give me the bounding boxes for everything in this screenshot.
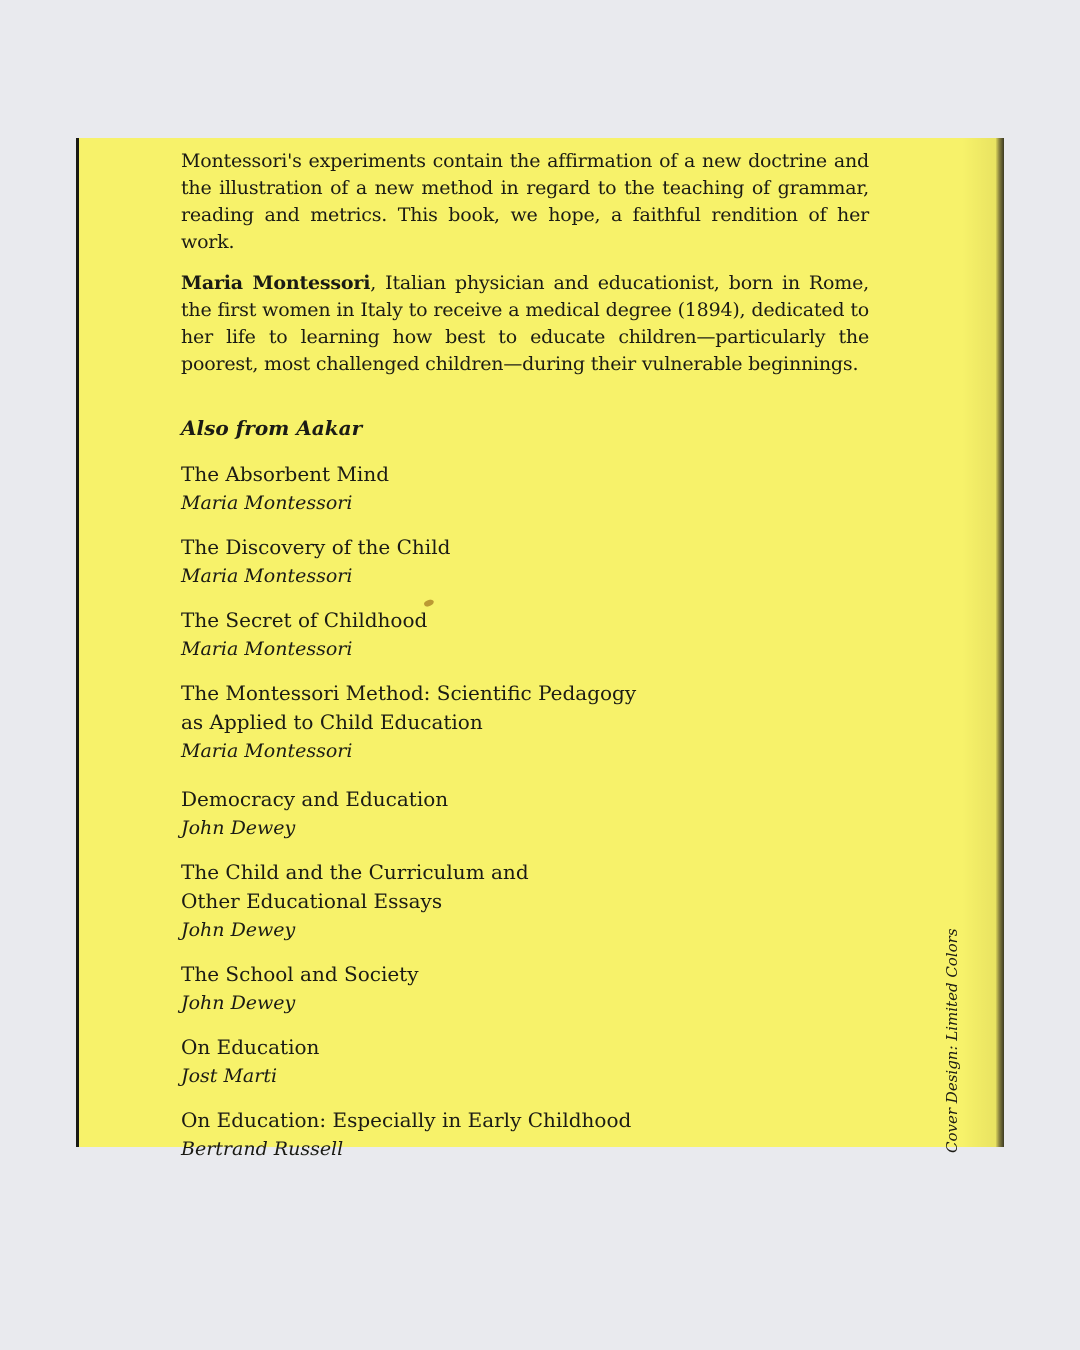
book-list xyxy=(181,460,869,1164)
list-item xyxy=(181,960,869,1018)
intro-paragraph: Montessori's experiments contain the affirmation of a new doctrine and the illustration of a new method in regard to the teaching of grammar, reading and metrics. This book, we hope, a faithful rendition of her work. xyxy=(181,150,869,253)
book-title: The Montessori Method: Scientific Pedagogy as Applied to Child Education xyxy=(181,681,637,734)
book-title: On Education: Especially in Early Childhood xyxy=(181,1108,632,1132)
book-title: On Education xyxy=(181,1035,320,1059)
author-bio xyxy=(181,270,869,378)
cover-design-credit-text: Cover Design: Limited Colors xyxy=(943,928,961,1153)
book-title: The Discovery of the Child xyxy=(181,535,451,559)
author-bio-name: Maria Montessori xyxy=(181,272,371,294)
list-item xyxy=(181,1106,869,1164)
book-author: Maria Montessori xyxy=(181,492,353,514)
list-item xyxy=(181,1033,869,1091)
book-author: Maria Montessori xyxy=(181,565,353,587)
book-author: Maria Montessori xyxy=(181,638,353,660)
list-item xyxy=(181,533,869,591)
book-title: The Child and the Curriculum and Other Educational Essays xyxy=(181,860,529,913)
book-author: Jost Marti xyxy=(181,1065,278,1087)
author-bio-text: , Italian physician and educationist, born in Rome, the first women in Italy to receive a medical degree (1894), dedicated to her life to learning how best to educate children—particularly the poorest, most challenged children—during their vulnerable beginnings. xyxy=(181,272,869,375)
spine-shadow xyxy=(996,138,1004,1147)
cover-text xyxy=(181,148,869,1179)
book-title: The School and Society xyxy=(181,962,419,986)
book-author: John Dewey xyxy=(181,817,296,839)
book-author: John Dewey xyxy=(181,992,296,1014)
also-from-heading: Also from Aakar xyxy=(181,416,363,440)
book-title: The Absorbent Mind xyxy=(181,462,389,486)
list-item xyxy=(181,785,869,843)
list-item xyxy=(181,858,869,945)
list-item xyxy=(181,460,869,518)
book-author: John Dewey xyxy=(181,919,296,941)
book-author: Maria Montessori xyxy=(181,740,353,762)
cover-design-credit xyxy=(939,928,969,1153)
book-back-cover xyxy=(76,138,1004,1160)
list-item xyxy=(181,606,869,664)
book-title: The Secret of Childhood xyxy=(181,608,428,632)
book-author: Bertrand Russell xyxy=(181,1138,344,1160)
book-title: Democracy and Education xyxy=(181,787,449,811)
list-item xyxy=(181,679,869,766)
